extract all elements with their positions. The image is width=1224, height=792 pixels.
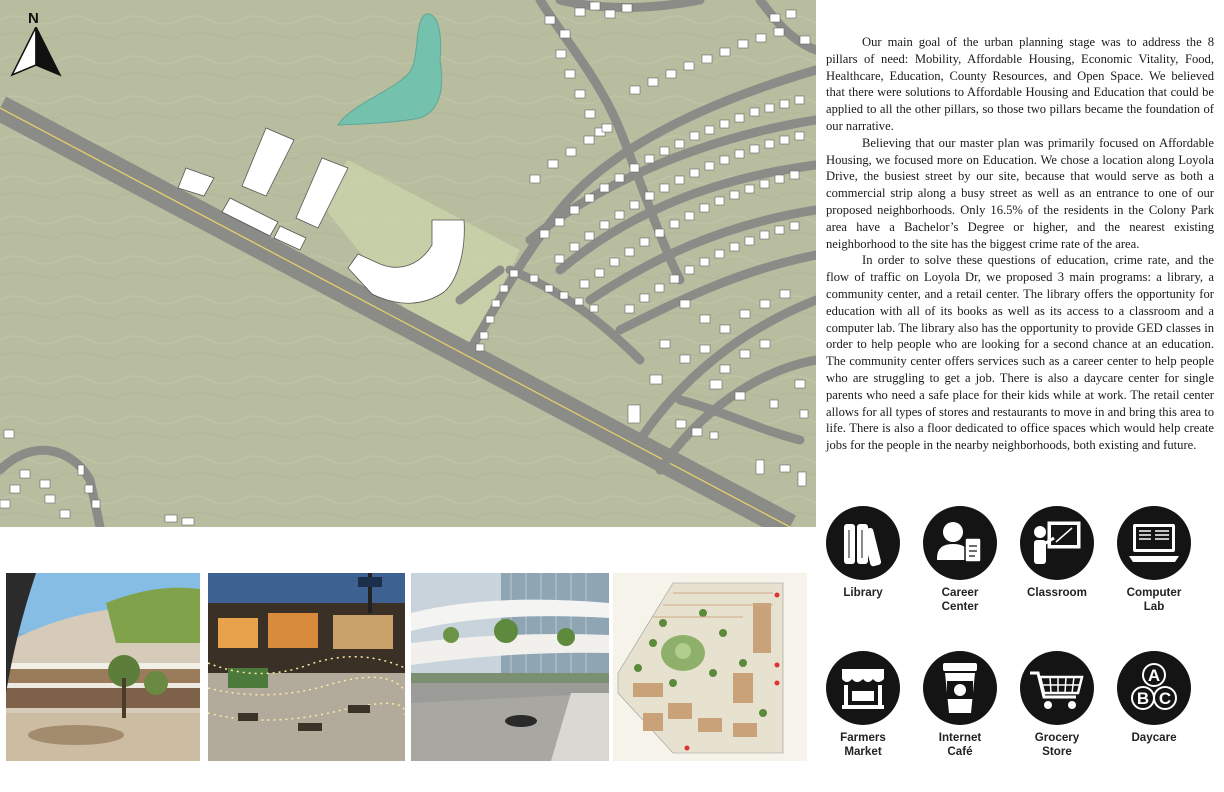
block-letter-b: B bbox=[1136, 689, 1150, 708]
photo-night-plaza bbox=[208, 573, 405, 761]
program-classroom bbox=[1007, 506, 1107, 600]
program-label: Library bbox=[843, 586, 883, 599]
program-label: Computer Lab bbox=[1126, 586, 1182, 613]
program-label: Classroom bbox=[1027, 586, 1087, 599]
narrative-paragraph: Believing that our master plan was primarily focused on Affordable Housing, we focused more on Education. We chose a location along Loyola Drive, the busiest street by our site, because that would serve as both a commercial strip along a busy street as well as an entrance to one of our proposed neighborhoods. Only 16.5% of the residents in the Colony Park area have a Bachelor’s Degree or higher, and the nearest existing neighborhood to the site has the biggest crime rate of the area. bbox=[826, 135, 1214, 251]
program-farmers-market bbox=[813, 651, 913, 759]
computer-icon bbox=[1117, 506, 1191, 580]
program-daycare bbox=[1104, 651, 1204, 745]
program-computer-lab bbox=[1104, 506, 1204, 614]
books-icon bbox=[826, 506, 900, 580]
narrative-paragraph: In order to solve these questions of education, crime rate, and the flow of traffic on Loyola Dr, we proposed 3 main programs: a library, a community center, and a retail center. The library offers the opportunity for education with all of its books as well as its access to a classroom and a computer lab. The library also has the opportunity to provide GED classes in order to help people who are looking for a second chance at an education. The community center offers services such as a career center to help people who are struggling to get a job. There is also a daycare center for single parents who need a safe place for their kids while at work. The retail center allows for all types of stores and restaurants to move in and bring this area to life. There is also a floor dedicated to office spaces which would help create jobs for the people in the nearby neighborhoods, both existing and future. bbox=[826, 253, 1214, 453]
program-label: Grocery Store bbox=[1034, 731, 1080, 758]
shopping-cart-icon bbox=[1020, 651, 1094, 725]
narrative-paragraph: Our main goal of the urban planning stage was to address the 8 pillars of need: Mobility, Affordable Housing, Economic Vitality, Food, Healthcare, Education, County Resources, and Open Space. We believed that there were solutions to Affordable Housing and Education that could be applied to all the other pillars, so those two pillars became the foundation of our narrative. bbox=[826, 35, 1214, 133]
aerial-map bbox=[0, 0, 816, 527]
person-resume-icon bbox=[923, 506, 997, 580]
north-arrow bbox=[10, 10, 62, 80]
photo-site-plan bbox=[613, 573, 807, 761]
program-grocery-store bbox=[1007, 651, 1107, 759]
coffee-cup-icon bbox=[923, 651, 997, 725]
narrative-text bbox=[826, 34, 1214, 454]
program-label: Career Center bbox=[941, 586, 979, 613]
program-career-center bbox=[910, 506, 1010, 614]
program-library bbox=[813, 506, 913, 600]
teacher-board-icon bbox=[1020, 506, 1094, 580]
photo-courtyard-retail bbox=[6, 573, 200, 761]
north-label: N bbox=[28, 10, 39, 27]
photo-modern-building bbox=[411, 573, 609, 761]
program-internet-cafe bbox=[910, 651, 1010, 759]
site-map bbox=[0, 0, 816, 527]
program-label: Daycare bbox=[1131, 731, 1177, 744]
north-arrow-icon bbox=[10, 27, 62, 79]
block-letter-a: A bbox=[1147, 666, 1161, 685]
program-label: Internet Café bbox=[938, 731, 982, 758]
abc-blocks-icon bbox=[1117, 651, 1191, 725]
program-label: Farmers Market bbox=[840, 731, 886, 758]
block-letter-c: C bbox=[1158, 689, 1172, 708]
market-stand-icon bbox=[826, 651, 900, 725]
